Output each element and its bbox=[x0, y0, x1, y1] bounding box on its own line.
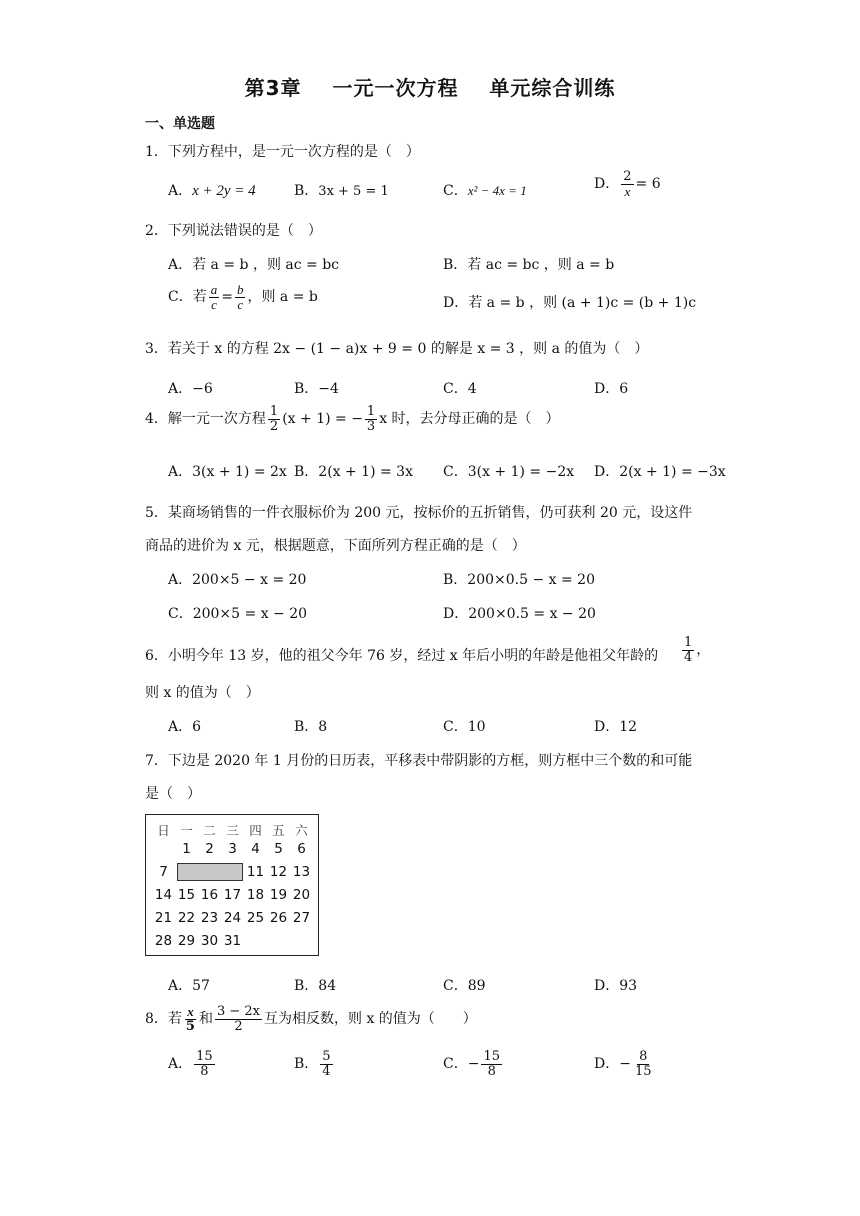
calendar-day: 14 bbox=[154, 887, 173, 903]
calendar-day: 16 bbox=[200, 887, 219, 903]
calendar-day: 25 bbox=[246, 910, 265, 926]
option-label: C．− bbox=[443, 1056, 480, 1073]
conclusion: ，则 a = b bbox=[247, 289, 318, 306]
q8-option-c[interactable] bbox=[443, 1050, 504, 1078]
calendar-day: 13 bbox=[292, 864, 311, 880]
q4-option-a[interactable]: A．3(x + 1) = 2x bbox=[168, 464, 287, 480]
q1-option-b[interactable] bbox=[294, 180, 389, 200]
calendar-day: 21 bbox=[154, 910, 173, 926]
q5-option-c[interactable]: C．200×5 = x − 20 bbox=[168, 606, 308, 622]
calendar-day: 23 bbox=[200, 910, 219, 926]
q1-option-c[interactable] bbox=[443, 180, 527, 200]
q5-option-b[interactable]: B．200×0.5 − x = 20 bbox=[443, 572, 595, 588]
equation-part: (x + 1) = − bbox=[282, 411, 363, 428]
fraction: $\frac{3 - 2x}{2}$ bbox=[216, 1004, 260, 1034]
q2-option-c[interactable] bbox=[168, 283, 318, 311]
question-5-line2: 商品的进价为 x 元，根据题意，下面所列方程正确的是（ ） bbox=[145, 538, 526, 554]
weekday-label: 二 bbox=[203, 823, 216, 838]
question-4-stem bbox=[145, 405, 560, 433]
calendar-day bbox=[244, 933, 267, 949]
calendar-day: 19 bbox=[269, 887, 288, 903]
fraction: $\frac{a}{c}$ bbox=[210, 282, 218, 312]
calendar-day bbox=[290, 933, 313, 949]
q5-option-d[interactable]: D．200×0.5 = x − 20 bbox=[443, 606, 596, 622]
q6-option-c[interactable]: C．10 bbox=[443, 719, 486, 735]
q3-option-d[interactable]: D．6 bbox=[594, 381, 629, 397]
q3-option-b[interactable]: B．−4 bbox=[294, 381, 339, 397]
stem-text: 和 bbox=[198, 1011, 213, 1028]
question-2-stem: 2．下列说法错误的是（ ） bbox=[145, 223, 322, 239]
calendar-week-row bbox=[152, 933, 313, 949]
weekday-label: 五 bbox=[272, 823, 285, 838]
question-3-stem: 3．若关于 x 的方程 2x − (1 − a)x + 9 = 0 的解是 x = 3 ，则 a 的值为（ ） bbox=[145, 341, 649, 357]
fraction: $\frac{1}{3}$ bbox=[366, 404, 376, 434]
option-label: A． bbox=[168, 1056, 193, 1073]
option-label: C．若 bbox=[168, 289, 207, 306]
question-7-line2: 是（ ） bbox=[145, 786, 201, 802]
q2-option-d[interactable]: D．若 a = b ，则 (a + 1)c = (b + 1)c bbox=[443, 295, 697, 311]
q3-option-c[interactable]: C．4 bbox=[443, 381, 477, 397]
stem-text: 互为相反数，则 x 的值为（ ） bbox=[264, 1011, 477, 1028]
option-label: B． bbox=[294, 183, 319, 199]
equation-rhs: = 6 bbox=[635, 176, 661, 193]
q2-option-b[interactable]: B．若 ac = bc ，则 a = b bbox=[443, 257, 615, 273]
calendar-day: 20 bbox=[292, 887, 311, 903]
calendar-day: 1 bbox=[182, 841, 191, 857]
calendar-week-row bbox=[152, 910, 313, 926]
calendar-day: 18 bbox=[246, 887, 265, 903]
q3-option-a[interactable]: A．−6 bbox=[168, 381, 213, 397]
question-6-line1: 6．小明今年 13 岁，他的祖父今年 76 岁，经过 x 年后小明的年龄是他祖父年龄的 bbox=[145, 648, 659, 664]
calendar-table bbox=[145, 814, 319, 956]
fraction: $\frac{15}{8}$ bbox=[483, 1049, 500, 1079]
q7-option-d[interactable]: D．93 bbox=[594, 978, 638, 994]
q4-option-c[interactable]: C．3(x + 1) = −2x bbox=[443, 464, 575, 480]
stem-text: 4．解一元一次方程 bbox=[145, 411, 266, 428]
calendar-week-row bbox=[152, 841, 313, 857]
q6-option-b[interactable]: B．8 bbox=[294, 719, 328, 735]
calendar-day: 5 bbox=[274, 841, 283, 857]
calendar-day: 27 bbox=[292, 910, 311, 926]
q4-option-b[interactable]: B．2(x + 1) = 3x bbox=[294, 464, 413, 480]
q8-option-b[interactable] bbox=[294, 1050, 335, 1078]
question-6-line2: 则 x 的值为（ ） bbox=[145, 685, 260, 701]
stem-text: 8．若 bbox=[145, 1011, 182, 1028]
q7-option-a[interactable]: A．57 bbox=[168, 978, 210, 994]
q8-option-a[interactable] bbox=[168, 1050, 217, 1078]
calendar-day: 17 bbox=[223, 887, 242, 903]
question-8-stem bbox=[145, 1005, 477, 1033]
weekday-label: 四 bbox=[249, 823, 262, 838]
calendar-day: 31 bbox=[223, 933, 242, 949]
weekday-label: 六 bbox=[295, 823, 308, 838]
q6-option-d[interactable]: D．12 bbox=[594, 719, 638, 735]
calendar-week-row bbox=[152, 887, 313, 903]
equation: x² − 4x = 1 bbox=[467, 183, 527, 198]
calendar-day: 15 bbox=[177, 887, 196, 903]
stem-text: x 时，去分母正确的是（ ） bbox=[379, 411, 560, 428]
option-label: D． bbox=[594, 176, 620, 193]
question-1-stem: 1．下列方程中，是一元一次方程的是（ ） bbox=[145, 144, 420, 160]
calendar-day: 22 bbox=[177, 910, 196, 926]
fraction: $\frac{5}{4}$ bbox=[322, 1049, 331, 1079]
calendar-day: 12 bbox=[269, 864, 288, 880]
calendar-day: 28 bbox=[154, 933, 173, 949]
equation: 3x + 5 = 1 bbox=[318, 184, 389, 199]
section-heading: 一、单选题 bbox=[145, 116, 215, 132]
fraction: $\frac{b}{c}$ bbox=[236, 282, 244, 312]
q8-option-d[interactable] bbox=[594, 1050, 656, 1078]
calendar-day: 24 bbox=[223, 910, 242, 926]
option-label: C． bbox=[443, 183, 468, 199]
q6-option-a[interactable]: A．6 bbox=[168, 719, 202, 735]
calendar-day bbox=[267, 933, 290, 949]
calendar-day: 4 bbox=[251, 841, 260, 857]
option-label: A． bbox=[168, 183, 193, 199]
question-7-line1: 7．下边是 2020 年 1 月份的日历表，平移表中带阴影的方框，则方框中三个数的和可能 bbox=[145, 753, 693, 769]
question-5-line1: 5．某商场销售的一件衣服标价为 200 元，按标价的五折销售，仍可获利 20 元，设这件 bbox=[145, 505, 693, 521]
q2-option-a[interactable]: A．若 a = b ，则 ac = bc bbox=[168, 257, 340, 273]
calendar-day: 29 bbox=[177, 933, 196, 949]
calendar-day: 26 bbox=[269, 910, 288, 926]
page-title: 第3章 一元一次方程 单元综合训练 bbox=[244, 76, 616, 100]
calendar-day: 2 bbox=[205, 841, 214, 857]
calendar-day: 11 bbox=[246, 864, 265, 880]
q4-option-d[interactable]: D．2(x + 1) = −3x bbox=[594, 464, 726, 480]
q7-option-b[interactable]: B．84 bbox=[294, 978, 337, 994]
option-label: D．− bbox=[594, 1056, 631, 1073]
q5-option-a[interactable]: A．200×5 − x = 20 bbox=[168, 572, 307, 588]
equation: x + 2y = 4 bbox=[192, 183, 256, 199]
equals-sign: = bbox=[221, 289, 233, 306]
q6-fraction bbox=[680, 636, 710, 664]
fraction: $\frac{1}{2}$ bbox=[269, 404, 279, 434]
weekday-label: 三 bbox=[226, 823, 239, 838]
calendar-header bbox=[152, 821, 313, 839]
calendar-day: 7 bbox=[159, 864, 168, 880]
fraction: $\frac{8}{15}$ bbox=[634, 1049, 652, 1079]
q1-option-d[interactable] bbox=[594, 170, 661, 198]
fraction: $\frac{15}{8}$ bbox=[196, 1049, 213, 1079]
calendar-day: 6 bbox=[297, 841, 306, 857]
comma: ， bbox=[696, 642, 711, 659]
calendar-day: 30 bbox=[200, 933, 219, 949]
weekday-label: 日 bbox=[157, 823, 170, 838]
shaded-box[interactable] bbox=[177, 863, 243, 881]
fraction: $\frac{2}{x}$ bbox=[623, 169, 632, 199]
option-label: B． bbox=[294, 1056, 319, 1073]
q7-option-c[interactable]: C．89 bbox=[443, 978, 486, 994]
calendar-day bbox=[152, 841, 175, 857]
calendar-day: 3 bbox=[228, 841, 237, 857]
weekday-label: 一 bbox=[180, 823, 193, 838]
fraction: $\frac{1}{4}$ bbox=[684, 635, 693, 665]
q1-option-a[interactable] bbox=[168, 180, 256, 200]
fraction: $\frac{x}{5}$ bbox=[185, 1004, 195, 1034]
